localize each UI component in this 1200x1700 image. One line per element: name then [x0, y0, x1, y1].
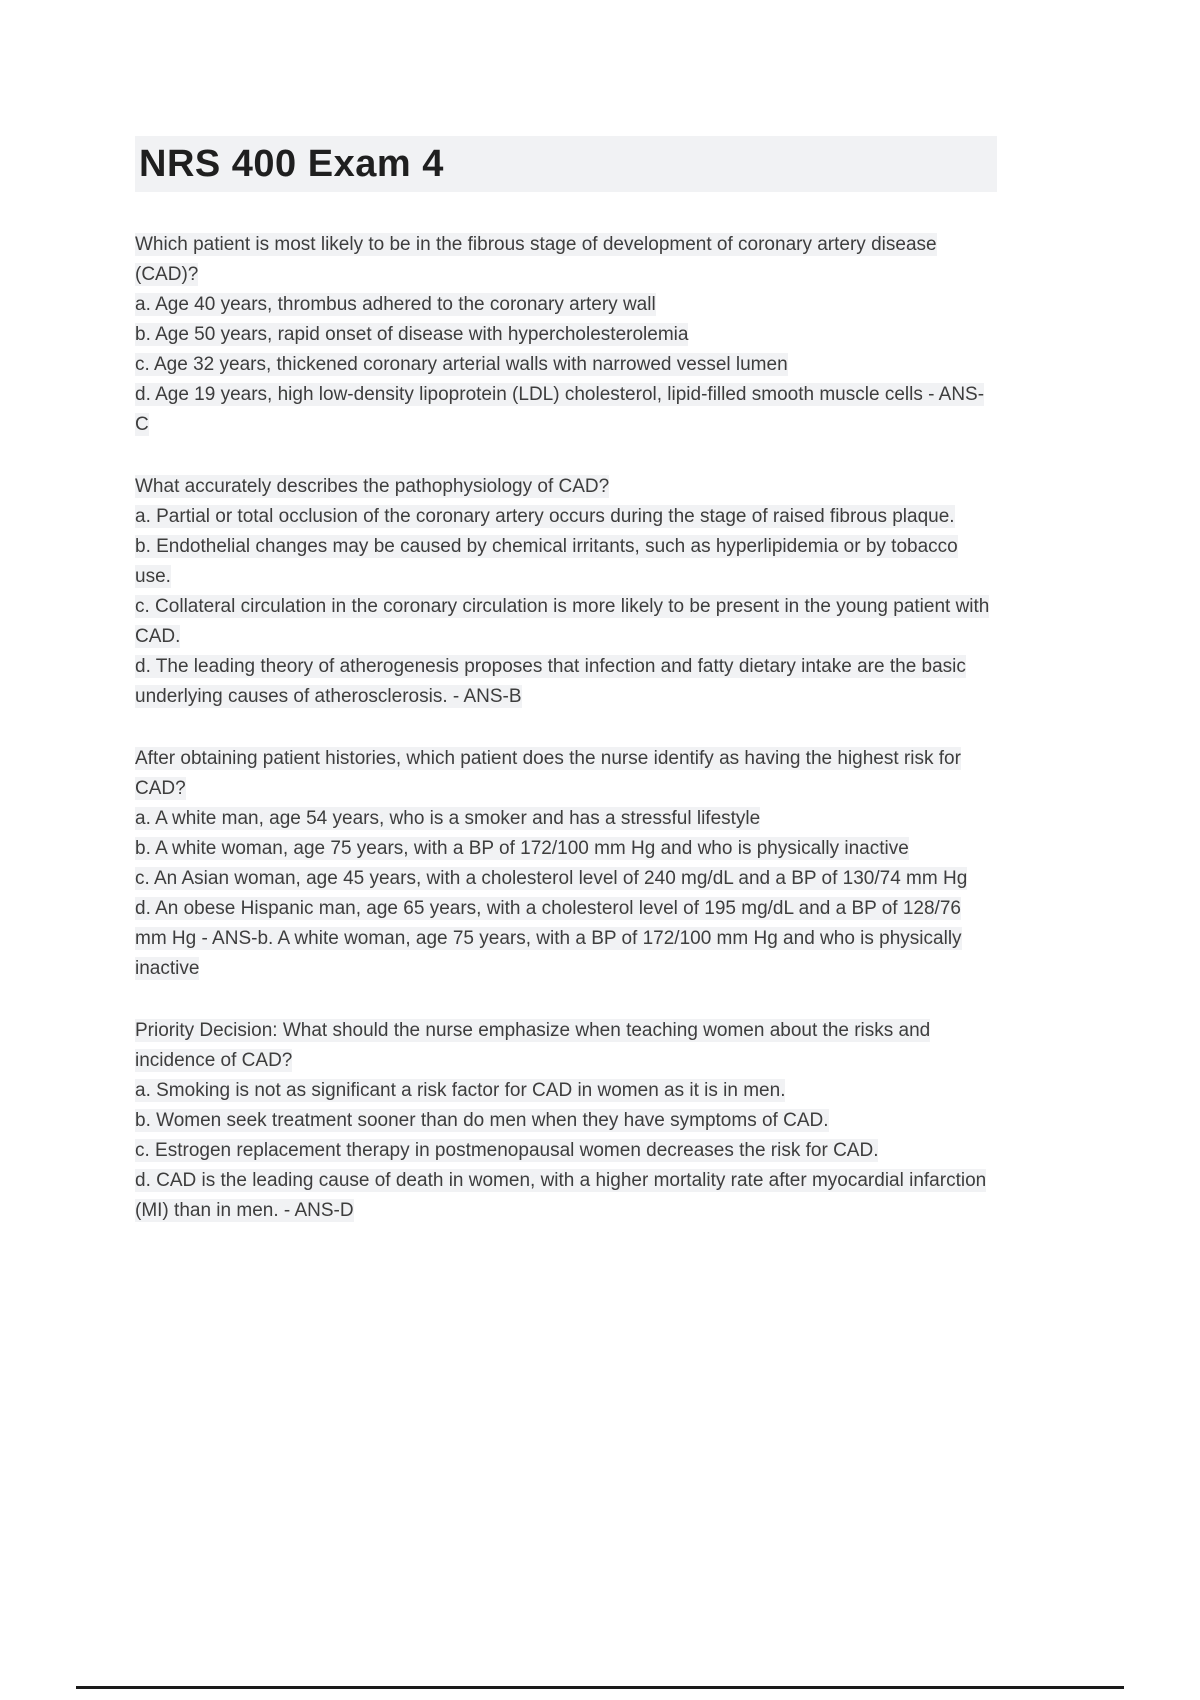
answer-option-text: b. A white woman, age 75 years, with a BP of 172/100 mm Hg and who is physically inactive	[135, 838, 909, 859]
answer-option-text: d. CAD is the leading cause of death in women, with a higher mortality rate after myocardial infarction (MI) than in men. - ANS-D	[135, 1170, 987, 1221]
answer-option-c	[135, 1136, 997, 1166]
page-title	[135, 136, 997, 192]
question-stem-text: Priority Decision: What should the nurse emphasize when teaching women about the risks and incidence of CAD?	[135, 1020, 931, 1071]
answer-option-b	[135, 320, 997, 350]
question-block-4	[135, 1016, 997, 1226]
question-block-1	[135, 230, 997, 440]
question-stem-text: After obtaining patient histories, which patient does the nurse identify as having the highest risk for CAD?	[135, 748, 961, 799]
answer-option-text: b. Age 50 years, rapid onset of disease with hypercholesterolemia	[135, 324, 689, 345]
answer-option-text: d. Age 19 years, high low-density lipoprotein (LDL) cholesterol, lipid-filled smooth muscle cells - ANS-C	[135, 384, 985, 435]
question-stem	[135, 1016, 997, 1076]
question-block-2	[135, 472, 997, 712]
answer-option-a	[135, 502, 997, 532]
question-stem	[135, 472, 997, 502]
answer-option-text: c. Estrogen replacement therapy in postmenopausal women decreases the risk for CAD.	[135, 1140, 879, 1161]
answer-option-text: a. Age 40 years, thrombus adhered to the coronary artery wall	[135, 294, 656, 315]
answer-option-text: c. Collateral circulation in the coronary circulation is more likely to be present in the young patient with CAD.	[135, 596, 990, 647]
answer-option-a	[135, 290, 997, 320]
question-stem-text: What accurately describes the pathophysiology of CAD?	[135, 476, 610, 497]
page-title-text: NRS 400 Exam 4	[139, 143, 444, 185]
answer-option-d	[135, 1166, 997, 1226]
answer-option-text: a. Smoking is not as significant a risk factor for CAD in women as it is in men.	[135, 1080, 786, 1101]
document-content	[135, 136, 997, 1258]
question-block-3	[135, 744, 997, 984]
answer-option-c	[135, 864, 997, 894]
answer-option-a	[135, 804, 997, 834]
answer-option-c	[135, 350, 997, 380]
answer-option-d	[135, 652, 997, 712]
page-bottom-divider	[76, 1686, 1124, 1689]
question-stem	[135, 744, 997, 804]
answer-option-text: d. The leading theory of atherogenesis proposes that infection and fatty dietary intake are the basic underlying causes of atherosclerosis. - ANS-B	[135, 656, 966, 707]
answer-option-text: c. An Asian woman, age 45 years, with a cholesterol level of 240 mg/dL and a BP of 130/74 mm Hg	[135, 868, 968, 889]
answer-option-text: d. An obese Hispanic man, age 65 years, with a cholesterol level of 195 mg/dL and a BP of 128/76 mm Hg - ANS-b. A white woman, age 75 years, with a BP of 172/100 mm Hg and who is physically inactive	[135, 898, 962, 979]
answer-option-d	[135, 380, 997, 440]
answer-option-text: b. Endothelial changes may be caused by chemical irritants, such as hyperlipidemia or by tobacco use.	[135, 536, 958, 587]
answer-option-text: a. Partial or total occlusion of the coronary artery occurs during the stage of raised fibrous plaque.	[135, 506, 955, 527]
answer-option-b	[135, 532, 997, 592]
answer-option-text: b. Women seek treatment sooner than do men when they have symptoms of CAD.	[135, 1110, 829, 1131]
answer-option-c	[135, 592, 997, 652]
answer-option-text: a. A white man, age 54 years, who is a smoker and has a stressful lifestyle	[135, 808, 761, 829]
answer-option-b	[135, 834, 997, 864]
answer-option-a	[135, 1076, 997, 1106]
answer-option-b	[135, 1106, 997, 1136]
question-stem-text: Which patient is most likely to be in the fibrous stage of development of coronary artery disease (CAD)?	[135, 234, 937, 285]
question-stem	[135, 230, 997, 290]
answer-option-text: c. Age 32 years, thickened coronary arterial walls with narrowed vessel lumen	[135, 354, 788, 375]
answer-option-d	[135, 894, 997, 984]
